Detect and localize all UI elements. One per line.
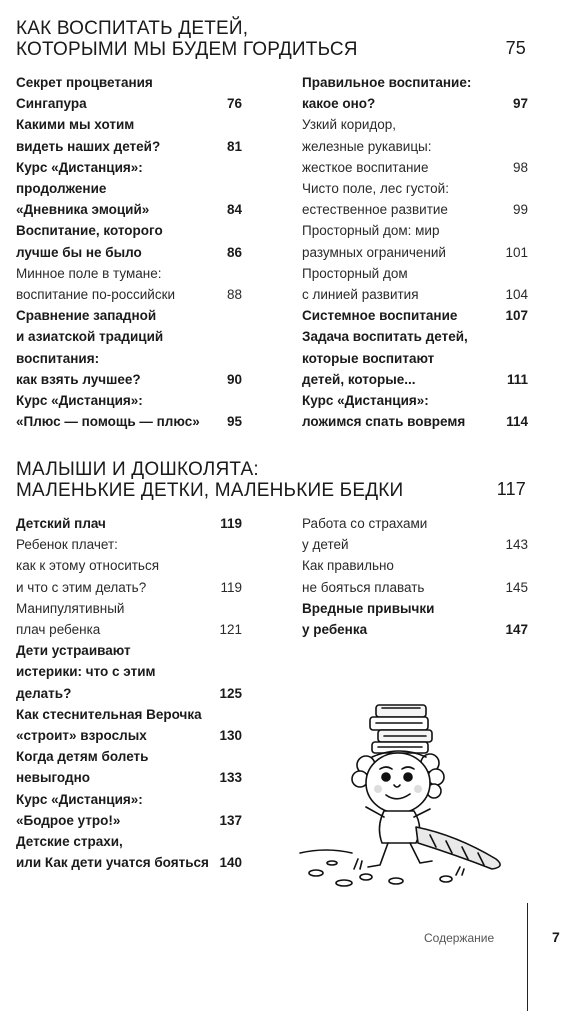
toc-entry-text: Минное поле в тумане: xyxy=(16,265,162,281)
toc-entry-text: Сравнение западной xyxy=(16,308,157,324)
toc-column-left xyxy=(16,72,242,432)
toc-entry-page: 86 xyxy=(226,244,242,260)
section-heading xyxy=(16,18,526,60)
toc-entry xyxy=(16,114,242,156)
toc-entry-text: Узкий коридор, xyxy=(302,117,397,133)
toc-entry-page: 119 xyxy=(220,516,242,531)
face-icon xyxy=(366,753,430,813)
toc-entry xyxy=(16,305,242,390)
toc-entry-page: 147 xyxy=(505,622,528,638)
toc-entry-page: 84 xyxy=(226,202,242,218)
toc-entry-text: жесткое воспитание xyxy=(302,159,429,175)
toc-entry xyxy=(16,390,242,432)
toc-column-right xyxy=(302,513,528,640)
toc-entry-text: Как стеснительная Верочка xyxy=(16,706,202,722)
toc-entry-text: Дети устраивают xyxy=(16,643,131,659)
toc-section-2 xyxy=(16,459,528,871)
toc-entry-page: 97 xyxy=(512,96,528,112)
toc-entry xyxy=(16,157,242,221)
toc-entry-text: Воспитание, которого xyxy=(16,223,163,239)
toc-column-right xyxy=(302,72,528,432)
toc-entry-text: Задача воспитать детей, xyxy=(302,329,468,345)
toc-entry-text: воспитание по-российски xyxy=(16,287,176,303)
toc-entry-text: видеть наших детей? xyxy=(16,138,161,154)
toc-entry-text: «Дневника эмоций» xyxy=(16,202,150,218)
toc-column-left xyxy=(16,513,242,873)
toc-entry-text: и азиатской традиций xyxy=(16,329,164,345)
toc-entry xyxy=(16,220,242,262)
toc-entry-text: Системное воспитание xyxy=(302,308,458,324)
toc-entry-text: «Бодрое утро!» xyxy=(16,812,121,828)
toc-entry xyxy=(16,746,242,788)
toc-entry-text: детей, которые... xyxy=(302,371,416,387)
toc-entry-text: Ребенок плачет: xyxy=(16,537,118,553)
toc-entry xyxy=(302,263,528,305)
toc-entry xyxy=(302,305,528,326)
toc-entry-page: 88 xyxy=(226,287,242,303)
toc-entry-text: Секрет процветания xyxy=(16,75,153,90)
toc-entry-page: 145 xyxy=(505,579,528,595)
toc-entry-text: Чисто поле, лес густой: xyxy=(302,181,449,197)
toc-entry-text: Курс «Дистанция»: xyxy=(302,393,429,409)
toc-entry-text: не бояться плавать xyxy=(302,579,425,595)
toc-entry-text: делать? xyxy=(16,685,72,701)
toc-entry-page: 133 xyxy=(219,770,242,786)
toc-entry xyxy=(16,513,242,534)
toc-entry-text: Курс «Дистанция»: xyxy=(16,791,143,807)
section-title-line: КАК ВОСПИТАТЬ ДЕТЕЙ, xyxy=(16,18,249,39)
toc-entry xyxy=(16,598,242,640)
toc-entry-page: 90 xyxy=(226,371,242,387)
toc-entry-page: 95 xyxy=(226,414,242,430)
toc-entry-text: Курс «Дистанция»: xyxy=(16,393,143,409)
footer-divider xyxy=(527,903,528,1011)
toc-entry-text: воспитания: xyxy=(16,350,100,366)
section-page-number: 75 xyxy=(505,38,526,58)
toc-entry xyxy=(302,390,528,432)
toc-entry-page: 130 xyxy=(219,728,242,744)
toc-entry-text: и что с этим делать? xyxy=(16,579,147,595)
ground-stones-icon xyxy=(300,850,464,886)
toc-entry-text: «Плюс — помощь — плюс» xyxy=(16,414,200,430)
toc-entry xyxy=(302,513,528,555)
toc-entry xyxy=(302,220,528,262)
toc-entry-text: какое оно? xyxy=(302,96,376,112)
toc-entry-page: 119 xyxy=(220,579,242,595)
toc-entry-text: продолжение xyxy=(16,181,107,197)
toc-entry-page: 114 xyxy=(506,414,528,430)
toc-entry-text: естественное развитие xyxy=(302,202,448,218)
toc-entry-text: Детский плач xyxy=(16,516,106,531)
toc-entry-text: Курс «Дистанция»: xyxy=(16,159,143,175)
toc-entry xyxy=(302,555,528,597)
toc-entry-text: как к этому относиться xyxy=(16,558,160,574)
toc-entry-page: 121 xyxy=(219,622,242,638)
toc-entry-page: 107 xyxy=(505,308,528,324)
toc-entry-text: Сингапура xyxy=(16,96,87,112)
section-title-line: МАЛЫШИ И ДОШКОЛЯТА: xyxy=(16,459,259,480)
section-heading xyxy=(16,459,526,501)
toc-entry-page: 98 xyxy=(512,159,528,175)
toc-entry-page: 104 xyxy=(505,287,528,303)
toc-entry xyxy=(16,640,242,704)
toc-entry-text: или Как дети учатся бояться xyxy=(16,855,209,871)
toc-entry-text: Просторный дом xyxy=(302,265,408,281)
toc-entry-text: Когда детям болеть xyxy=(16,749,149,765)
toc-entry-text: Манипулятивный xyxy=(16,600,125,616)
toc-entry xyxy=(302,114,528,178)
toc-entry xyxy=(302,326,528,390)
toc-entry-text: плач ребенка xyxy=(16,622,101,638)
section-page-number: 117 xyxy=(496,479,526,499)
toc-entry xyxy=(16,263,242,305)
toc-entry-text: Просторный дом: мир xyxy=(302,223,440,239)
toc-entry-text: у детей xyxy=(302,537,349,553)
toc-section-1 xyxy=(16,18,528,430)
toc-entry-page: 81 xyxy=(226,138,242,154)
toc-entry-text: «строит» взрослых xyxy=(16,728,147,744)
toc-entry-text: Как правильно xyxy=(302,558,394,574)
toc-entry xyxy=(16,72,242,114)
toc-entry-page: 76 xyxy=(226,96,242,112)
toc-entry-text: как взять лучшее? xyxy=(16,371,141,387)
toc-entry-text: Работа со страхами xyxy=(302,516,428,531)
toc-entry-page: 125 xyxy=(219,685,242,701)
footer-page-number: 7 xyxy=(552,929,560,945)
toc-entry-text: железные рукавицы: xyxy=(302,138,432,154)
child-with-books-illustration xyxy=(296,697,516,897)
toc-entry xyxy=(302,598,528,640)
toc-entry-text: Какими мы хотим xyxy=(16,117,135,133)
toc-entry-text: Вредные привычки xyxy=(302,600,435,616)
toc-entry-page: 111 xyxy=(506,371,528,387)
footer-section-label: Содержание xyxy=(424,931,495,945)
toc-entry-page: 101 xyxy=(505,244,528,260)
toc-entry-text: с линией развития xyxy=(302,287,419,303)
toc-entry-text: истерики: что с этим xyxy=(16,664,156,680)
toc-entry xyxy=(302,178,528,220)
toc-entry-text: Правильное воспитание: xyxy=(302,75,472,90)
toc-entry xyxy=(16,534,242,598)
section-title-line: КОТОРЫМИ МЫ БУДЕМ ГОРДИТЬСЯ xyxy=(16,39,358,60)
toc-entry xyxy=(16,831,242,873)
toc-entry-text: которые воспитают xyxy=(302,350,435,366)
toc-entry-page: 99 xyxy=(512,202,528,218)
toc-entry xyxy=(16,704,242,746)
section-title-line: МАЛЕНЬКИЕ ДЕТКИ, МАЛЕНЬКИЕ БЕДКИ xyxy=(16,480,404,501)
toc-entry-text: у ребенка xyxy=(302,622,368,638)
toc-entry-page: 137 xyxy=(219,812,242,828)
toc-entry-text: ложимся спать вовремя xyxy=(302,414,466,430)
toc-entry-page: 140 xyxy=(219,855,242,871)
toc-entry-text: лучше бы не было xyxy=(16,244,142,260)
scarf-icon xyxy=(416,827,500,869)
toc-entry-page: 143 xyxy=(505,537,528,553)
toc-entry xyxy=(302,72,528,114)
toc-entry-text: невыгодно xyxy=(16,770,90,786)
toc-entry-text: Детские страхи, xyxy=(16,834,123,850)
toc-entry-text: разумных ограничений xyxy=(302,244,446,260)
toc-entry xyxy=(16,789,242,831)
books-stack-icon xyxy=(370,705,432,753)
